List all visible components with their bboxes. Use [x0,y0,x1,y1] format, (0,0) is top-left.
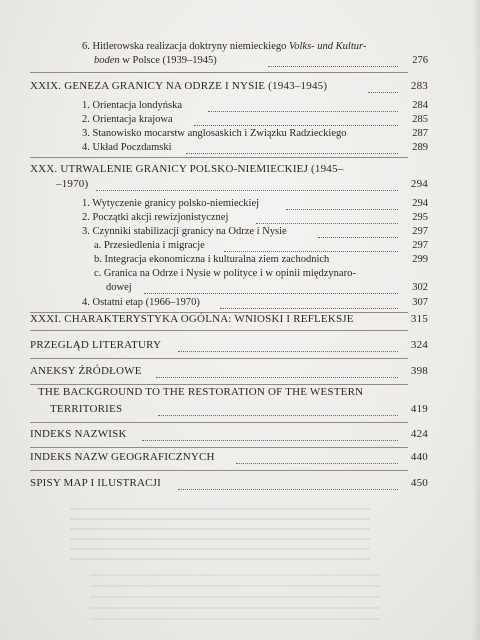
toc-subitem: a. Przesiedlenia i migracje [94,240,205,251]
leader-dots [156,377,398,378]
separator-line [30,358,408,359]
toc-subitem-page: 302 [412,282,428,293]
toc-subitem: dowej [106,282,132,293]
toc-subitem: c. Granica na Odrze i Nysie w polityce i w opinii międzynaro- [94,268,356,279]
leader-dots [96,190,398,191]
page-edge-shadow [472,0,480,640]
toc-item-6-italic-b: boden [94,55,120,66]
toc-subitem-page: 295 [412,212,428,223]
toc-item-6-text-a: 6. Hitlerowska realizacja doktryny niemieckiego [82,41,290,52]
source-annexes-title: ANEKSY ŹRÓDŁOWE [30,365,142,377]
chapter-30-title-line2: –1970) [56,178,89,190]
leader-dots [268,66,398,67]
separator-line [30,447,408,448]
source-annexes-page: 398 [410,365,428,377]
toc-subitem: b. Integracja ekonomiczna i kulturalna ziem zachodnich [94,254,330,265]
chapter-30-title-line1: XXX. UTRWALENIE GRANICY POLSKO-NIEMIECKIEJ (1945– [30,163,344,175]
toc-subitem: 2. Orientacja krajowa [82,114,173,125]
maps-list-title: SPISY MAP I ILUSTRACJI [30,477,162,489]
toc-subitem: 1. Orientacja londyńska [82,100,183,111]
leader-dots [224,251,398,252]
geo-index-page: 440 [410,451,428,463]
toc-subitem-page: 299 [412,254,428,265]
toc-item-6-page: 276 [412,55,428,66]
separator-line [30,422,408,423]
toc-subitem-page: 294 [412,198,428,209]
leader-dots [178,351,398,352]
toc-subitem: 3. Stanowisko mocarstw anglosaskich i Związku Radzieckiego [82,128,347,139]
chapter-29-page: 283 [410,80,428,92]
toc-subitem: 4. Ostatni etap (1966–1970) [82,297,200,308]
leader-dots [142,440,398,441]
chapter-31-title: XXXI. CHARAKTERYSTYKA OGÓLNA: WNIOSKI I REFLEKSJE [30,313,354,325]
toc-subitem-page: 307 [412,297,428,308]
toc-item-6-text-b: w Polsce (1939–1945) [119,55,217,66]
toc-subitem-page: 297 [412,240,428,251]
toc-item-6-line1 [82,40,366,54]
toc-subitem-page: 287 [412,128,428,139]
geo-index-title: INDEKS NAZW GEOGRAFICZNYCH [30,451,215,463]
separator-line [30,384,408,385]
leader-dots [186,153,398,154]
toc-subitem-page: 289 [412,142,428,153]
leader-dots [286,209,398,210]
toc-subitem-page: 284 [412,100,428,111]
toc-subitem-page: 285 [412,114,428,125]
leader-dots [144,293,398,294]
toc-subitem: 4. Układ Poczdamski [82,142,172,153]
show-through-text [90,570,380,620]
leader-dots [208,111,398,112]
leader-dots [178,489,398,490]
leader-dots [256,223,398,224]
maps-list-page: 450 [410,477,428,489]
leader-dots [318,237,398,238]
name-index-page: 424 [410,428,428,440]
chapter-29-title: XXIX. GENEZA GRANICY NA ODRZE I NYSIE (1943–1945) [30,80,328,92]
toc-item-6-line2 [94,54,217,68]
literature-review-page: 324 [410,339,428,351]
separator-line [30,72,408,73]
toc-subitem: 2. Początki akcji rewizjonistycznej [82,212,229,223]
leader-dots [236,463,398,464]
toc-subitem: 1. Wytyczenie granicy polsko-niemieckiej [82,198,260,209]
toc-item-6-italic-a: Volks- und Kultur- [289,41,367,52]
separator-line [30,470,408,471]
name-index-title: INDEKS NAZWISK [30,428,127,440]
english-summary-page: 419 [410,403,428,415]
toc-subitem: 3. Czynniki stabilizacji granicy na Odrze i Nysie [82,226,287,237]
literature-review-title: PRZEGLĄD LITERATURY [30,339,162,351]
show-through-text [70,500,370,560]
chapter-31-page: 315 [410,313,428,325]
separator-line [30,157,408,158]
toc-subitem-page: 297 [412,226,428,237]
english-summary-title-line1: THE BACKGROUND TO THE RESTORATION OF THE WESTERN [38,386,364,398]
leader-dots [194,125,398,126]
chapter-30-page: 294 [410,178,428,190]
leader-dots [368,92,398,93]
leader-dots [158,415,398,416]
separator-line [30,330,408,331]
english-summary-title-line2: TERRITORIES [50,403,123,415]
leader-dots [220,308,398,309]
